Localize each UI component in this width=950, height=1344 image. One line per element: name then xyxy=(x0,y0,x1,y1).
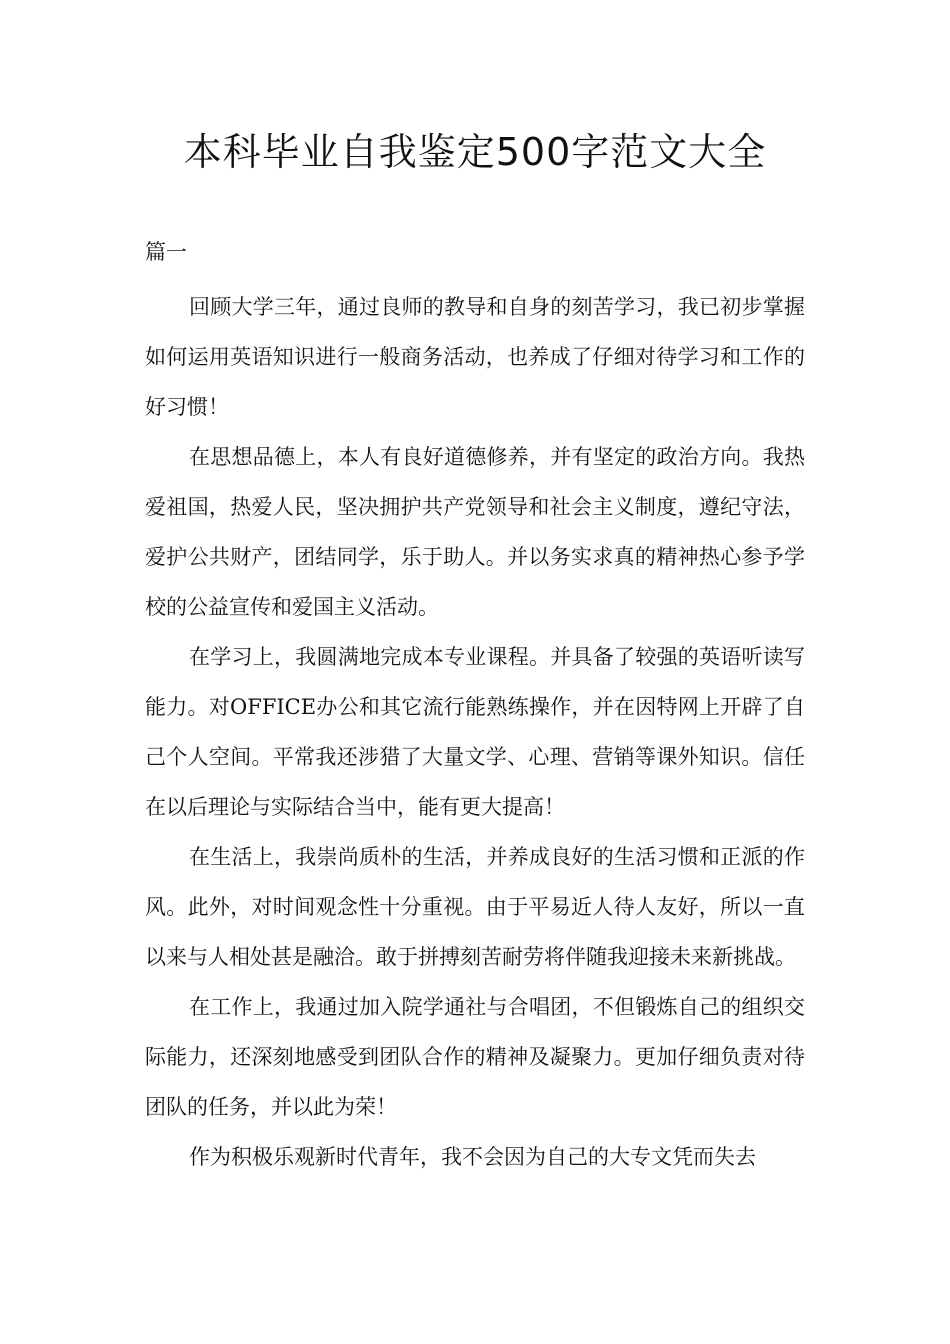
paragraph: 回顾大学三年，通过良师的教导和自身的刻苦学习，我已初步掌握如何运用英语知识进行一般商务活动，也养成了仔细对待学习和工作的好习惯！ xyxy=(145,295,805,419)
document-body xyxy=(145,282,805,1182)
paragraph: 在思想品德上，本人有良好道德修养，并有坚定的政治方向。我热爱祖国，热爱人民，坚决拥护共产党领导和社会主义制度，遵纪守法，爱护公共财产，团结同学，乐于助人。并以务实求真的精神热心参予学校的公益宣传和爱国主义活动。 xyxy=(145,445,805,619)
paragraph: 在工作上，我通过加入院学通社与合唱团，不但锻炼自己的组织交际能力，还深刻地感受到团队合作的精神及凝聚力。更加仔细负责对待团队的任务，并以此为荣！ xyxy=(145,995,805,1119)
paragraph: 在学习上，我圆满地完成本专业课程。并具备了较强的英语听读写能力。对OFFICE办公和其它流行能熟练操作，并在因特网上开辟了自己个人空间。平常我还涉猎了大量文学、心理、营销等课外知识。信任在以后理论与实际结合当中，能有更大提高！ xyxy=(145,645,805,819)
document-title: 本科毕业自我鉴定500字范文大全 xyxy=(183,130,767,174)
section-label: 篇一 xyxy=(145,240,187,264)
paragraph: 在生活上，我崇尚质朴的生活，并养成良好的生活习惯和正派的作风。此外，对时间观念性十分重视。由于平易近人待人友好，所以一直以来与人相处甚是融洽。敢于拼搏刻苦耐劳将伴随我迎接未来新挑战。 xyxy=(145,845,805,969)
paragraph: 作为积极乐观新时代青年，我不会因为自己的大专文凭而失去 xyxy=(189,1145,756,1169)
